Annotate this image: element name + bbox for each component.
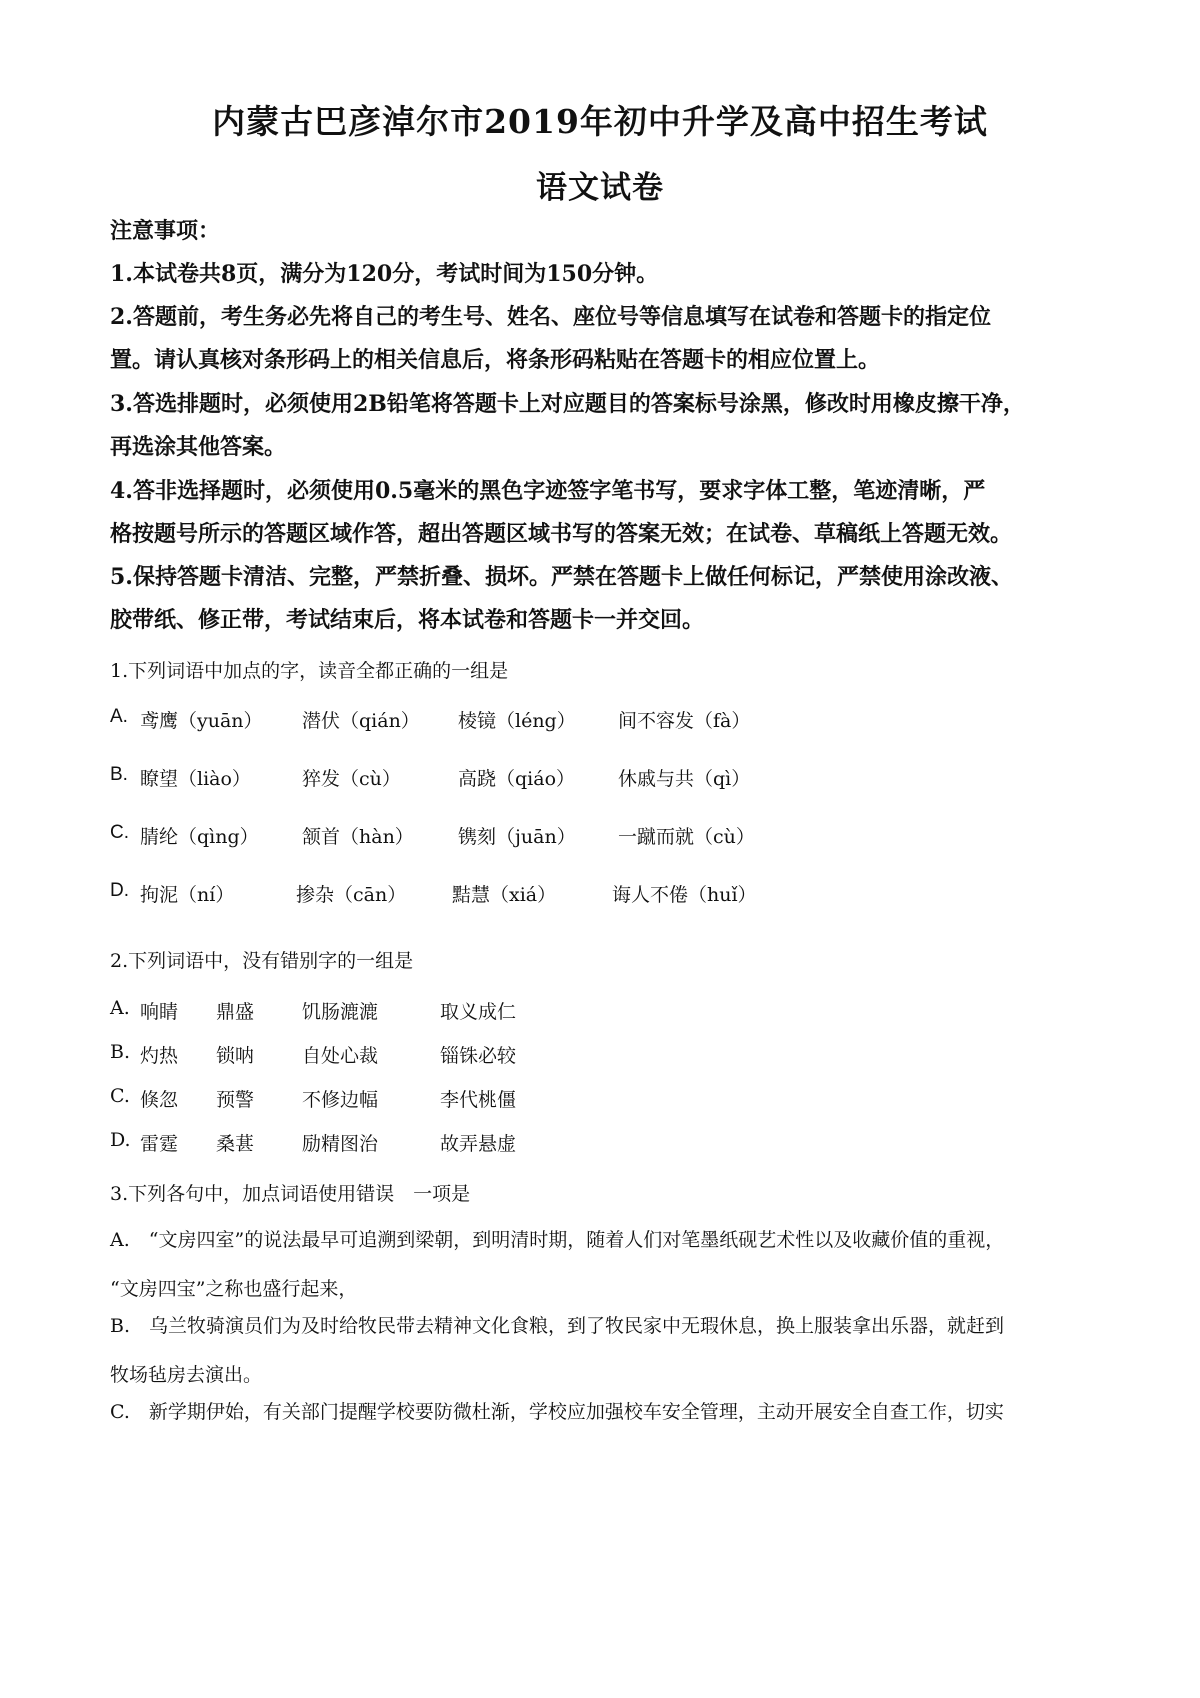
option-item: 休戚与共（qì） — [618, 768, 751, 790]
option-label: D. — [110, 1129, 131, 1151]
exam-title: 内蒙古巴彦淖尔市2019年初中升学及高中招生考试 — [212, 102, 988, 141]
option-item: 李代桃僵 — [440, 1089, 517, 1111]
notice-line: 1.本试卷共8页，满分为120分，考试时间为150分钟。 — [110, 261, 659, 287]
notice-line: 置。请认真核对条形码上的相关信息后，将条形码粘贴在答题卡的相应位置上。 — [110, 347, 881, 373]
notice-line: 格按题号所示的答题区域作答，超出答题区域书写的答案无效；在试卷、草稿纸上答题无效。 — [110, 521, 1013, 547]
question-3-line: A. “文房四室”的说法最早可追溯到梁朝，到明清时期，随着人们对笔墨纸砚艺术性以及收藏价值的重视， — [110, 1229, 1005, 1251]
notice-line: 5.保持答题卡清洁、完整，严禁折叠、损坏。严禁在答题卡上做任何标记，严禁使用涂改液、 — [110, 564, 1013, 590]
option-label: B. — [110, 1041, 131, 1063]
option-item: 灼热 — [140, 1045, 179, 1067]
notice-line: 再选涂其他答案。 — [110, 434, 287, 460]
option-item: 锱铢必较 — [440, 1045, 517, 1067]
option-item: 潜伏（qián） — [302, 710, 420, 732]
option-item: 腈纶（qìng） — [140, 826, 259, 848]
question-3-line: 牧场毡房去演出。 — [110, 1364, 263, 1386]
option-label: A. — [110, 997, 130, 1019]
option-item: 颔首（hàn） — [302, 826, 414, 848]
notice-line: 胶带纸、修正带，考试结束后，将本试卷和答题卡一并交回。 — [110, 607, 705, 633]
option-item: 饥肠漉漉 — [302, 1001, 379, 1023]
option-label: D. — [110, 880, 129, 901]
notice-line: 4.答非选择题时，必须使用0.5毫米的黑色字迹签字笔书写，要求字体工整，笔迹清晰，严 — [110, 478, 986, 504]
option-item: 镌刻（juān） — [458, 826, 576, 848]
option-item: 不修边幅 — [302, 1089, 379, 1111]
option-label: C. — [110, 1085, 130, 1107]
option-item: 瞭望（liào） — [140, 768, 251, 790]
option-item: 黠慧（xiá） — [452, 884, 557, 906]
notice-line: 2.答题前，考生务必先将自己的考生号、姓名、座位号等信息填写在试卷和答题卡的指定位 — [110, 304, 991, 330]
option-label: C. — [110, 822, 129, 843]
option-label: B. — [110, 764, 128, 785]
option-item: 锁呐 — [216, 1045, 255, 1067]
option-item: 自处心裁 — [302, 1045, 379, 1067]
question-3-line: “文房四宝”之称也盛行起来， — [110, 1278, 358, 1300]
question-3-line: C. 新学期伊始，有关部门提醒学校要防微杜渐，学校应加强校车安全管理，主动开展安全自查工作，切实 — [110, 1401, 1004, 1423]
notice-line: 3.答选排题时，必须使用2B铅笔将答题卡上对应题目的答案标号涂黑，修改时用橡皮擦干净， — [110, 391, 1025, 417]
notice-heading: 注意事项： — [110, 218, 221, 244]
option-item: 雷霆 — [140, 1133, 179, 1155]
option-item: 倏忽 — [140, 1089, 179, 1111]
option-item: 鸢鹰（yuān） — [140, 710, 263, 732]
option-item: 桑葚 — [216, 1133, 255, 1155]
option-item: 励精图治 — [302, 1133, 379, 1155]
exam-subtitle: 语文试卷 — [536, 170, 664, 206]
option-item: 鼎盛 — [216, 1001, 255, 1023]
option-item: 一蹴而就（cù） — [618, 826, 755, 848]
option-item: 预警 — [216, 1089, 255, 1111]
question-1-stem: 1.下列词语中加点的字，读音全都正确的一组是 — [110, 660, 509, 682]
question-2-stem: 2.下列词语中，没有错别字的一组是 — [110, 950, 414, 972]
option-item: 响睛 — [140, 1001, 179, 1023]
option-label: A. — [110, 706, 128, 727]
option-item: 间不容发（fà） — [618, 710, 751, 732]
option-item: 取义成仁 — [440, 1001, 517, 1023]
option-item: 诲人不倦（huǐ） — [612, 884, 757, 906]
option-item: 高跷（qiáo） — [458, 768, 576, 790]
option-item: 拘泥（ní） — [140, 884, 235, 906]
question-3-line: B. 乌兰牧骑演员们为及时给牧民带去精神文化食粮，到了牧民家中无瑕休息，换上服装拿出乐器，就赶到 — [110, 1315, 1005, 1337]
option-item: 棱镜（léng） — [458, 710, 576, 732]
option-item: 故弄悬虚 — [440, 1133, 517, 1155]
option-item: 掺杂（cān） — [296, 884, 407, 906]
question-3-stem: 3.下列各句中，加点词语使用错误 一项是 — [110, 1183, 471, 1205]
option-item: 猝发（cù） — [302, 768, 401, 790]
